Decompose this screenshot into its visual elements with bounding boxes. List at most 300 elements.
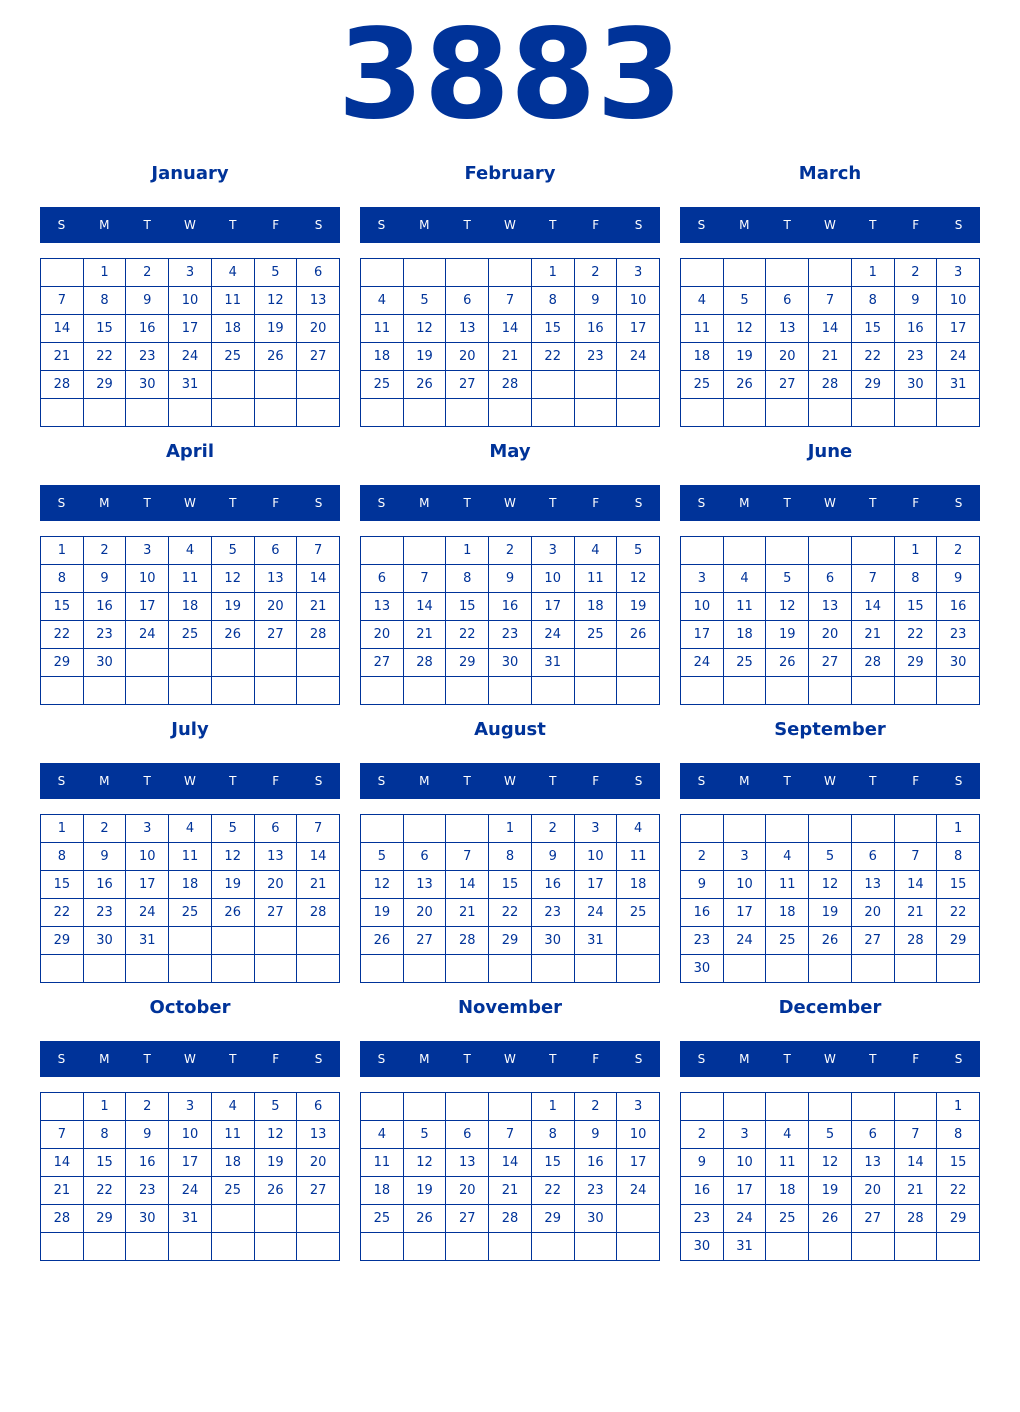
day-cell: 23	[575, 343, 618, 371]
day-cell: 25	[575, 621, 618, 649]
day-cell: 28	[809, 371, 852, 399]
empty-cell	[852, 815, 895, 843]
weekday-label: F	[912, 774, 920, 788]
empty-cell	[532, 955, 575, 983]
day-cell: 22	[532, 1177, 575, 1205]
day-cell: 11	[617, 843, 660, 871]
empty-cell	[809, 1093, 852, 1121]
day-cell: 13	[852, 1149, 895, 1177]
day-cell: 30	[84, 649, 127, 677]
day-cell: 6	[852, 843, 895, 871]
day-cell: 8	[41, 843, 84, 871]
day-cell: 21	[297, 593, 340, 621]
weekday-label: M	[739, 218, 750, 232]
day-cell: 24	[169, 1177, 212, 1205]
day-grid	[360, 258, 660, 427]
day-cell: 11	[212, 1121, 255, 1149]
empty-cell	[297, 399, 340, 427]
day-cell: 11	[169, 565, 212, 593]
month-name: November	[457, 997, 563, 1018]
weekday-label: F	[592, 496, 600, 510]
day-cell: 23	[895, 343, 938, 371]
day-cell: 22	[41, 899, 84, 927]
day-cell: 1	[895, 537, 938, 565]
day-cell: 10	[724, 1149, 767, 1177]
month-name: March	[798, 163, 862, 184]
weekday-label: T	[463, 496, 471, 510]
day-cell: 20	[766, 343, 809, 371]
day-cell: 23	[84, 899, 127, 927]
day-cell: 11	[766, 871, 809, 899]
weekday-label: W	[824, 496, 836, 510]
day-cell: 16	[575, 315, 618, 343]
empty-cell	[489, 399, 532, 427]
day-cell: 8	[937, 843, 980, 871]
day-cell: 7	[489, 287, 532, 315]
day-cell: 5	[361, 843, 404, 871]
day-cell: 15	[84, 315, 127, 343]
weekday-label: T	[869, 218, 877, 232]
day-cell: 26	[404, 1205, 447, 1233]
day-cell: 19	[361, 899, 404, 927]
day-cell: 16	[84, 593, 127, 621]
day-cell: 3	[724, 1121, 767, 1149]
day-cell: 1	[41, 537, 84, 565]
day-cell: 23	[126, 343, 169, 371]
day-cell: 9	[489, 565, 532, 593]
weekday-label: S	[954, 496, 963, 510]
day-cell: 3	[532, 537, 575, 565]
month-march	[680, 158, 980, 436]
weekday-label: S	[57, 218, 66, 232]
empty-cell	[297, 1233, 340, 1261]
day-cell: 27	[297, 343, 340, 371]
day-cell: 10	[169, 287, 212, 315]
day-cell: 25	[766, 1205, 809, 1233]
day-cell: 11	[766, 1149, 809, 1177]
day-cell: 15	[532, 315, 575, 343]
weekday-header	[360, 207, 660, 243]
empty-cell	[169, 1233, 212, 1261]
day-cell: 19	[724, 343, 767, 371]
empty-cell	[766, 677, 809, 705]
day-cell: 29	[84, 371, 127, 399]
empty-cell	[169, 927, 212, 955]
weekday-label: W	[504, 1052, 516, 1066]
day-cell: 13	[297, 1121, 340, 1149]
day-cell: 29	[489, 927, 532, 955]
day-cell: 17	[532, 593, 575, 621]
day-grid	[40, 536, 340, 705]
day-cell: 22	[84, 343, 127, 371]
day-cell: 6	[255, 537, 298, 565]
day-cell: 25	[617, 899, 660, 927]
day-cell: 4	[575, 537, 618, 565]
day-cell: 21	[809, 343, 852, 371]
weekday-label: S	[954, 1052, 963, 1066]
day-cell: 18	[212, 315, 255, 343]
day-cell: 29	[532, 1205, 575, 1233]
day-cell: 4	[212, 1093, 255, 1121]
empty-cell	[297, 927, 340, 955]
day-cell: 14	[489, 315, 532, 343]
weekday-label: M	[419, 774, 430, 788]
day-cell: 7	[895, 1121, 938, 1149]
day-cell: 28	[489, 1205, 532, 1233]
day-cell: 9	[126, 287, 169, 315]
day-cell: 8	[84, 1121, 127, 1149]
empty-cell	[852, 677, 895, 705]
empty-cell	[617, 1205, 660, 1233]
day-cell: 26	[361, 927, 404, 955]
empty-cell	[404, 399, 447, 427]
weekday-label: S	[314, 1052, 323, 1066]
day-cell: 11	[575, 565, 618, 593]
day-cell: 1	[852, 259, 895, 287]
empty-cell	[404, 537, 447, 565]
day-cell: 18	[169, 871, 212, 899]
empty-cell	[724, 1093, 767, 1121]
day-cell: 5	[255, 259, 298, 287]
empty-cell	[681, 815, 724, 843]
day-grid	[360, 1092, 660, 1261]
empty-cell	[575, 371, 618, 399]
empty-cell	[809, 1233, 852, 1261]
weekday-header	[680, 207, 980, 243]
weekday-label: F	[912, 496, 920, 510]
day-cell: 21	[895, 1177, 938, 1205]
empty-cell	[895, 1093, 938, 1121]
day-cell: 16	[126, 315, 169, 343]
day-cell: 20	[404, 899, 447, 927]
day-cell: 23	[126, 1177, 169, 1205]
day-cell: 12	[404, 1149, 447, 1177]
empty-cell	[937, 955, 980, 983]
day-grid	[360, 536, 660, 705]
day-cell: 27	[852, 1205, 895, 1233]
empty-cell	[41, 955, 84, 983]
weekday-label: M	[419, 1052, 430, 1066]
day-cell: 30	[681, 1233, 724, 1261]
day-cell: 19	[255, 315, 298, 343]
empty-cell	[361, 537, 404, 565]
day-cell: 27	[255, 621, 298, 649]
empty-cell	[212, 399, 255, 427]
weekday-label: M	[739, 774, 750, 788]
day-grid	[680, 258, 980, 427]
day-cell: 31	[169, 371, 212, 399]
day-cell: 31	[575, 927, 618, 955]
day-cell: 13	[255, 565, 298, 593]
day-cell: 12	[809, 1149, 852, 1177]
day-cell: 29	[41, 927, 84, 955]
day-cell: 7	[404, 565, 447, 593]
empty-cell	[895, 1233, 938, 1261]
day-cell: 28	[297, 621, 340, 649]
day-cell: 4	[361, 287, 404, 315]
day-cell: 11	[169, 843, 212, 871]
empty-cell	[852, 1093, 895, 1121]
empty-cell	[681, 1093, 724, 1121]
weekday-label: M	[99, 218, 110, 232]
day-cell: 19	[212, 871, 255, 899]
day-cell: 15	[937, 871, 980, 899]
day-cell: 25	[681, 371, 724, 399]
empty-cell	[724, 815, 767, 843]
day-cell: 27	[255, 899, 298, 927]
day-cell: 15	[41, 871, 84, 899]
empty-cell	[575, 649, 618, 677]
day-cell: 21	[41, 1177, 84, 1205]
day-cell: 17	[169, 1149, 212, 1177]
day-cell: 26	[766, 649, 809, 677]
day-cell: 10	[169, 1121, 212, 1149]
day-cell: 30	[575, 1205, 618, 1233]
empty-cell	[937, 1233, 980, 1261]
day-cell: 27	[446, 1205, 489, 1233]
empty-cell	[489, 677, 532, 705]
day-cell: 6	[446, 287, 489, 315]
empty-cell	[617, 1233, 660, 1261]
day-cell: 8	[895, 565, 938, 593]
day-cell: 3	[617, 259, 660, 287]
empty-cell	[212, 1233, 255, 1261]
empty-cell	[404, 259, 447, 287]
day-cell: 26	[809, 927, 852, 955]
empty-cell	[404, 815, 447, 843]
empty-cell	[84, 677, 127, 705]
month-name: May	[489, 441, 531, 462]
day-cell: 30	[681, 955, 724, 983]
day-cell: 25	[169, 899, 212, 927]
day-cell: 10	[126, 843, 169, 871]
months-grid	[40, 158, 980, 1270]
day-cell: 18	[724, 621, 767, 649]
weekday-header	[40, 207, 340, 243]
empty-cell	[575, 399, 618, 427]
month-name: February	[464, 163, 556, 184]
weekday-label: T	[869, 496, 877, 510]
day-cell: 23	[489, 621, 532, 649]
day-cell: 29	[41, 649, 84, 677]
empty-cell	[895, 677, 938, 705]
empty-cell	[169, 677, 212, 705]
weekday-label: T	[549, 774, 557, 788]
month-february	[360, 158, 660, 436]
day-cell: 14	[404, 593, 447, 621]
weekday-label: S	[57, 774, 66, 788]
day-cell: 10	[681, 593, 724, 621]
empty-cell	[446, 399, 489, 427]
empty-cell	[255, 371, 298, 399]
empty-cell	[937, 399, 980, 427]
weekday-label: W	[184, 1052, 196, 1066]
day-cell: 9	[681, 1149, 724, 1177]
day-cell: 31	[169, 1205, 212, 1233]
day-cell: 1	[84, 259, 127, 287]
empty-cell	[724, 399, 767, 427]
day-cell: 22	[532, 343, 575, 371]
day-grid	[680, 536, 980, 705]
empty-cell	[297, 677, 340, 705]
empty-cell	[766, 399, 809, 427]
empty-cell	[212, 371, 255, 399]
empty-cell	[575, 1233, 618, 1261]
day-cell: 18	[169, 593, 212, 621]
day-cell: 1	[937, 815, 980, 843]
empty-cell	[532, 371, 575, 399]
day-cell: 13	[446, 1149, 489, 1177]
empty-cell	[895, 399, 938, 427]
day-cell: 20	[297, 1149, 340, 1177]
empty-cell	[297, 371, 340, 399]
empty-cell	[532, 677, 575, 705]
day-cell: 30	[126, 1205, 169, 1233]
day-cell: 18	[681, 343, 724, 371]
empty-cell	[809, 815, 852, 843]
day-cell: 28	[895, 1205, 938, 1233]
day-cell: 6	[809, 565, 852, 593]
empty-cell	[297, 1205, 340, 1233]
day-cell: 12	[212, 565, 255, 593]
weekday-label: W	[824, 774, 836, 788]
day-cell: 22	[852, 343, 895, 371]
empty-cell	[212, 677, 255, 705]
day-cell: 1	[532, 1093, 575, 1121]
empty-cell	[297, 955, 340, 983]
day-cell: 1	[489, 815, 532, 843]
weekday-label: T	[783, 218, 791, 232]
empty-cell	[766, 815, 809, 843]
day-cell: 19	[766, 621, 809, 649]
day-cell: 16	[937, 593, 980, 621]
day-cell: 18	[212, 1149, 255, 1177]
weekday-label: S	[634, 496, 643, 510]
day-cell: 24	[937, 343, 980, 371]
day-cell: 29	[84, 1205, 127, 1233]
day-cell: 4	[724, 565, 767, 593]
day-cell: 2	[575, 259, 618, 287]
empty-cell	[361, 1233, 404, 1261]
day-cell: 26	[212, 621, 255, 649]
weekday-header	[40, 763, 340, 799]
day-cell: 22	[446, 621, 489, 649]
day-cell: 17	[169, 315, 212, 343]
empty-cell	[446, 955, 489, 983]
empty-cell	[404, 1233, 447, 1261]
month-september	[680, 714, 980, 992]
weekday-label: F	[272, 774, 280, 788]
day-cell: 19	[255, 1149, 298, 1177]
empty-cell	[361, 955, 404, 983]
day-cell: 16	[84, 871, 127, 899]
month-august	[360, 714, 660, 992]
weekday-header	[360, 1041, 660, 1077]
day-cell: 24	[617, 1177, 660, 1205]
day-grid	[40, 814, 340, 983]
day-cell: 5	[255, 1093, 298, 1121]
empty-cell	[126, 649, 169, 677]
day-cell: 22	[895, 621, 938, 649]
day-cell: 29	[852, 371, 895, 399]
day-cell: 7	[895, 843, 938, 871]
empty-cell	[41, 1093, 84, 1121]
weekday-label: F	[272, 496, 280, 510]
day-cell: 23	[84, 621, 127, 649]
day-cell: 22	[489, 899, 532, 927]
day-cell: 4	[617, 815, 660, 843]
weekday-label: S	[314, 218, 323, 232]
empty-cell	[255, 677, 298, 705]
day-cell: 11	[212, 287, 255, 315]
day-cell: 31	[532, 649, 575, 677]
day-cell: 7	[446, 843, 489, 871]
day-cell: 21	[446, 899, 489, 927]
weekday-label: W	[504, 218, 516, 232]
month-name: October	[149, 997, 231, 1018]
empty-cell	[852, 955, 895, 983]
day-cell: 20	[255, 871, 298, 899]
empty-cell	[255, 399, 298, 427]
empty-cell	[446, 259, 489, 287]
weekday-label: S	[314, 774, 323, 788]
day-cell: 19	[404, 1177, 447, 1205]
weekday-label: T	[463, 774, 471, 788]
day-cell: 26	[724, 371, 767, 399]
day-cell: 14	[852, 593, 895, 621]
day-cell: 28	[895, 927, 938, 955]
day-cell: 10	[724, 871, 767, 899]
empty-cell	[212, 649, 255, 677]
day-cell: 24	[126, 899, 169, 927]
weekday-label: F	[592, 1052, 600, 1066]
day-cell: 22	[41, 621, 84, 649]
empty-cell	[361, 259, 404, 287]
day-cell: 21	[297, 871, 340, 899]
weekday-label: T	[143, 496, 151, 510]
weekday-label: T	[143, 218, 151, 232]
day-cell: 1	[84, 1093, 127, 1121]
empty-cell	[809, 259, 852, 287]
day-cell: 5	[766, 565, 809, 593]
weekday-label: S	[377, 218, 386, 232]
day-cell: 6	[361, 565, 404, 593]
day-cell: 11	[361, 315, 404, 343]
day-cell: 20	[255, 593, 298, 621]
day-cell: 19	[212, 593, 255, 621]
weekday-header	[360, 485, 660, 521]
empty-cell	[126, 1233, 169, 1261]
empty-cell	[724, 955, 767, 983]
weekday-label: F	[592, 218, 600, 232]
day-cell: 29	[937, 1205, 980, 1233]
weekday-label: S	[634, 218, 643, 232]
day-cell: 13	[852, 871, 895, 899]
day-cell: 16	[575, 1149, 618, 1177]
empty-cell	[809, 399, 852, 427]
weekday-label: W	[184, 496, 196, 510]
day-cell: 8	[532, 287, 575, 315]
day-cell: 25	[724, 649, 767, 677]
empty-cell	[532, 399, 575, 427]
day-cell: 10	[575, 843, 618, 871]
empty-cell	[255, 955, 298, 983]
day-cell: 7	[489, 1121, 532, 1149]
day-cell: 14	[41, 1149, 84, 1177]
day-cell: 15	[41, 593, 84, 621]
empty-cell	[361, 815, 404, 843]
empty-cell	[895, 955, 938, 983]
